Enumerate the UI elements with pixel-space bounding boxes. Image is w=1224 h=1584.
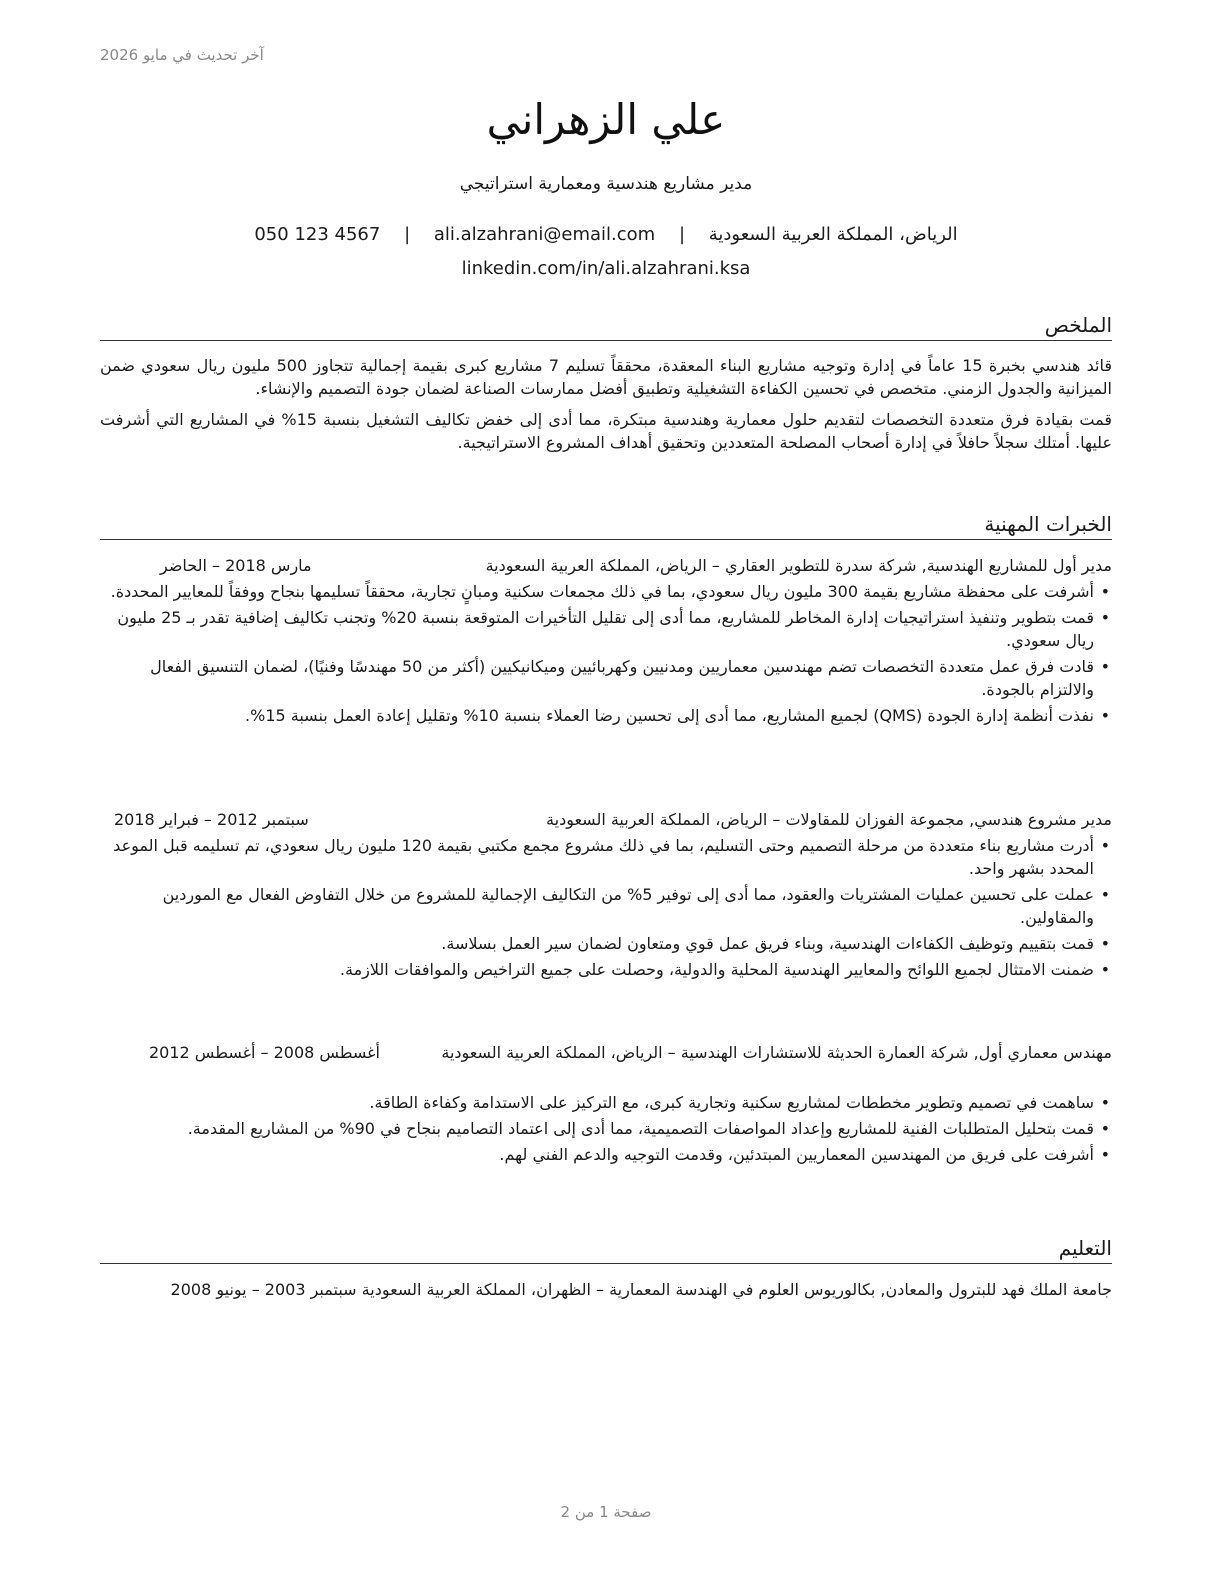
job-bullet: • قادت فرق عمل متعددة التخصصات تضم مهندسين معماريين ومدنيين وكهربائيين وميكانيكيين (أكثر من 50 مهندسًا وفنيًا)، لضمان التنسيق الفعال والالتزام بالجودة. xyxy=(100,655,1112,701)
job-bullet: • قمت بتقييم وتوظيف الكفاءات الهندسية، وبناء فريق عمل قوي ومتعاون لضمان سير العمل بسلاسة. xyxy=(100,932,1112,955)
education-text: جامعة الملك فهد للبترول والمعادن, بكالوريوس العلوم في الهندسة المعمارية – الظهران، المملكة العربية السعودية xyxy=(361,1280,1112,1299)
job-header xyxy=(100,1041,1112,1089)
job-dates: أغسطس 2008 – أغسطس 2012 xyxy=(148,1043,380,1062)
job-entry xyxy=(100,554,1112,730)
job-bullet: • نفذت أنظمة إدارة الجودة (QMS) لجميع المشاريع، مما أدى إلى تحسين رضا العملاء بنسبة 10% وتقليل إعادة العمل بنسبة 15%. xyxy=(100,704,1112,727)
job-bullet: • قمت بتطوير وتنفيذ استراتيجيات إدارة المخاطر للمشاريع، مما أدى إلى تقليل التأخيرات المتوقعة بنسبة 20% وتجنب تكاليف إضافية تقدر بـ 25 مليون ريال سعودي. xyxy=(100,606,1112,652)
job-header xyxy=(100,554,1112,578)
job-dates: سبتمبر 2012 – فبراير 2018 xyxy=(114,810,309,829)
education-heading: التعليم xyxy=(100,1235,1112,1264)
job-bullets xyxy=(100,1091,1112,1166)
contact-separator: | xyxy=(678,224,686,245)
education-dates: سبتمبر 2003 – يونيو 2008 xyxy=(170,1280,357,1299)
email-link[interactable]: ali.alzahrani@email.com xyxy=(433,224,656,245)
job-title: مهندس معماري أول, شركة العمارة الحديثة للاستشارات الهندسية – الرياض، المملكة العربية السعودية xyxy=(441,1043,1112,1062)
location-text: الرياض، المملكة العربية السعودية xyxy=(708,224,958,245)
summary-paragraph: قائد هندسي بخبرة 15 عاماً في إدارة وتوجيه مشاريع البناء المعقدة، محققاً تسليم 7 مشاريع كبرى بقيمة إجمالية تتجاوز 500 مليون ريال سعودي ضمن الميزانية والجدول الزمني. متخصص في تحسين الكفاءة التشغيلية وتطبيق أفضل ممارسات الصناعة لضمان جودة التصميم والإنشاء. xyxy=(100,356,1113,398)
job-header xyxy=(100,808,1112,832)
contact-line xyxy=(100,223,1112,247)
summary-section xyxy=(100,354,1112,462)
job-bullet: • قمت بتحليل المتطلبات الفنية للمشاريع وإعداد المواصفات التصميمية، مما أدى إلى اعتماد التصاميم بنجاح في 90% من المشاريع المقدمة. xyxy=(100,1117,1112,1140)
job-bullet: • ساهمت في تصميم وتطوير مخططات لمشاريع سكنية وتجارية كبرى، مع التركيز على الاستدامة وكفاءة الطاقة. xyxy=(100,1091,1112,1114)
contact-separator: | xyxy=(404,224,411,245)
candidate-headline: مدير مشاريع هندسية ومعمارية استراتيجي xyxy=(459,174,753,194)
summary-paragraph: قمت بقيادة فرق متعددة التخصصات لتقديم حلول معمارية وهندسية مبتكرة، مما أدى إلى خفض تكاليف التشغيل بنسبة 15% في المشاريع التي أشرفت عليها. أمتلك سجلاً حافلاً في إدارة أصحاب المصلحة المتعددين وتحقيق أهداف المشروع الاستراتيجية. xyxy=(100,410,1112,452)
resume-page xyxy=(100,0,1112,1584)
job-bullet: • عملت على تحسين عمليات المشتريات والعقود، مما أدى إلى توفير 5% من التكاليف الإجمالية للمشروع من خلال التفاوض الفعال مع الموردين والمقاولين. xyxy=(100,883,1112,929)
last-updated-note: آخر تحديث في مايو 2026 xyxy=(100,46,264,64)
experience-heading: الخبرات المهنية xyxy=(100,511,1112,540)
job-entry xyxy=(100,808,1112,984)
education-entry xyxy=(100,1278,1112,1301)
summary-heading: الملخص xyxy=(100,312,1112,341)
job-bullet: • أشرفت على محفظة مشاريع بقيمة 300 مليون ريال سعودي، بما في ذلك مجمعات سكنية ومبانٍ تجارية، محققاً تسليمها بنجاح ووفقاً للمعايير المحددة. xyxy=(100,580,1112,603)
linkedin-link[interactable]: linkedin.com/in/ali.alzahrani.ksa xyxy=(461,258,751,279)
job-dates: مارس 2018 – الحاضر xyxy=(160,556,312,575)
job-bullet: • أشرفت على فريق من المهندسين المعماريين المبتدئين، وقدمت التوجيه والدعم الفني لهم. xyxy=(100,1143,1112,1166)
job-bullets xyxy=(100,834,1112,981)
job-entry xyxy=(100,1041,1112,1169)
job-title: مدير مشروع هندسي, مجموعة الفوزان للمقاولات – الرياض، المملكة العربية السعودية xyxy=(546,810,1112,829)
candidate-name: علي الزهراني xyxy=(486,95,726,144)
phone-number: 050 123 4567 xyxy=(254,224,381,245)
job-bullets xyxy=(100,580,1112,727)
page-number: صفحة 1 من 2 xyxy=(560,1503,652,1521)
job-title: مدير أول للمشاريع الهندسية, شركة سدرة للتطوير العقاري – الرياض، المملكة العربية السعودية xyxy=(485,556,1112,575)
job-bullet: • ضمنت الامتثال لجميع اللوائح والمعايير الهندسية المحلية والدولية، وحصلت على جميع التراخيص والموافقات اللازمة. xyxy=(100,958,1112,981)
job-bullet: • أدرت مشاريع بناء متعددة من مرحلة التصميم وحتى التسليم، بما في ذلك مشروع مجمع مكتبي بقيمة 120 مليون ريال سعودي، تم تسليمه قبل الموعد المحدد بشهر واحد. xyxy=(100,834,1112,880)
